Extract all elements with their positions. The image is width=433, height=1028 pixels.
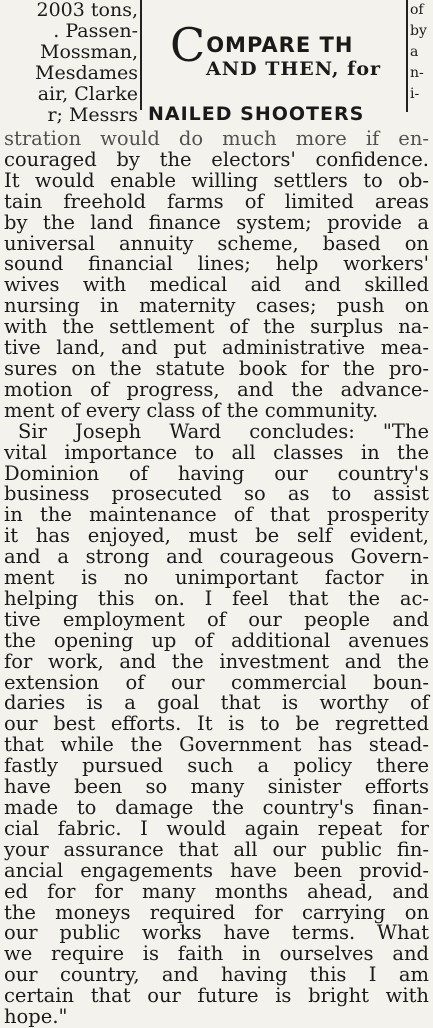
advertisement-box <box>140 0 408 110</box>
article-line: for work, and the investment and the <box>4 649 429 673</box>
article-line: that while the Government has stead- <box>4 733 429 757</box>
article-line: tain freehold farms of limited areas <box>4 189 429 213</box>
article-line: made to damage the country's finan- <box>4 796 429 819</box>
article-line: tive employment of our people and <box>4 607 429 631</box>
article-line: helping this on. I feel that the ac- <box>4 586 429 610</box>
column-rule <box>406 0 408 112</box>
article-line: extension of our commercial boun- <box>4 670 429 694</box>
section-heading: NAILED SHOOTERS <box>148 103 365 125</box>
article-line: wives with medical aid and skilled <box>4 273 429 297</box>
article-line: motion of progress, and the advance- <box>4 377 429 401</box>
article-line: with the settlement of the surplus na- <box>4 315 429 339</box>
article-line: cial fabric. I would again repeat for <box>4 816 429 840</box>
article-line: your assurance that all our public fin- <box>4 837 429 861</box>
article-line: our public works have terms. What <box>4 921 429 945</box>
left-column-fragment <box>0 0 142 126</box>
article-line: the moneys required for carrying on <box>4 900 429 924</box>
article-line: we require is faith in ourselves and <box>4 942 429 966</box>
fragment-line: 2003 tons, <box>36 0 138 21</box>
fragment-line: r; Messrs <box>47 104 138 126</box>
article-line: in the maintenance of that prosperity <box>4 503 429 527</box>
article-line: universal annuity scheme, based on <box>4 231 429 255</box>
box-heading-initial: C <box>170 18 207 72</box>
article-line: ment of every class of the community. <box>4 398 379 422</box>
article-line: hope." <box>4 1005 68 1028</box>
fragment-line: i- <box>410 86 420 102</box>
article-line: fastly pursued such a policy there <box>4 754 429 778</box>
fragment-line: of <box>410 2 424 18</box>
fragment-line: by <box>410 23 427 39</box>
fragment-line: n- <box>410 65 424 81</box>
article-line: Sir Joseph Ward concludes: "The <box>18 419 429 443</box>
box-subheading: AND THEN, for <box>206 58 382 80</box>
article-line: couraged by the electors' confidence. <box>4 147 429 171</box>
article-line: ancial engagements have been provid- <box>4 858 429 882</box>
article-line: daries is a goal that is worthy of <box>4 691 429 715</box>
article-line: sures on the statute book for the pro- <box>4 356 429 380</box>
article-line: tive land, and put administrative mea- <box>4 336 429 360</box>
article-line: it has enjoyed, must be self evident, <box>4 524 429 548</box>
article-line: sound financial lines; help workers' <box>4 252 429 276</box>
article-line: certain that our future is bright with <box>4 984 429 1008</box>
article-line: have been so many sinister efforts <box>4 775 429 799</box>
fragment-line: Mossman, <box>39 41 138 63</box>
article-line: It would enable willing settlers to ob- <box>4 168 429 192</box>
box-heading-rest: OMPARE TH <box>206 33 354 57</box>
article-line: our country, and having this I am <box>4 963 429 987</box>
fragment-line: . Passen- <box>53 20 138 42</box>
article-line: business prosecuted so as to assist <box>4 482 429 506</box>
article-body <box>4 129 429 1028</box>
article-line: ed for for many months ahead, and <box>4 879 429 903</box>
article-line: the opening up of additional avenues <box>4 628 429 652</box>
fragment-line: a <box>410 44 419 60</box>
article-line: by the land finance system; provide a <box>4 210 429 234</box>
right-column-fragment <box>410 0 433 105</box>
article-line: stration would do much more if en- <box>4 127 429 150</box>
fragment-line: Mesdames <box>35 62 138 84</box>
article-line: ment is no unimportant factor in <box>4 566 429 590</box>
fragment-line: air, Clarke <box>37 83 138 105</box>
article-line: nursing in maternity cases; push on <box>4 294 429 318</box>
article-line: vital importance to all classes in the <box>4 440 429 464</box>
article-line: Dominion of having our country's <box>4 461 429 485</box>
article-line: our best efforts. It is to be regretted <box>4 712 429 736</box>
article-line: and a strong and courageous Govern- <box>4 545 429 569</box>
